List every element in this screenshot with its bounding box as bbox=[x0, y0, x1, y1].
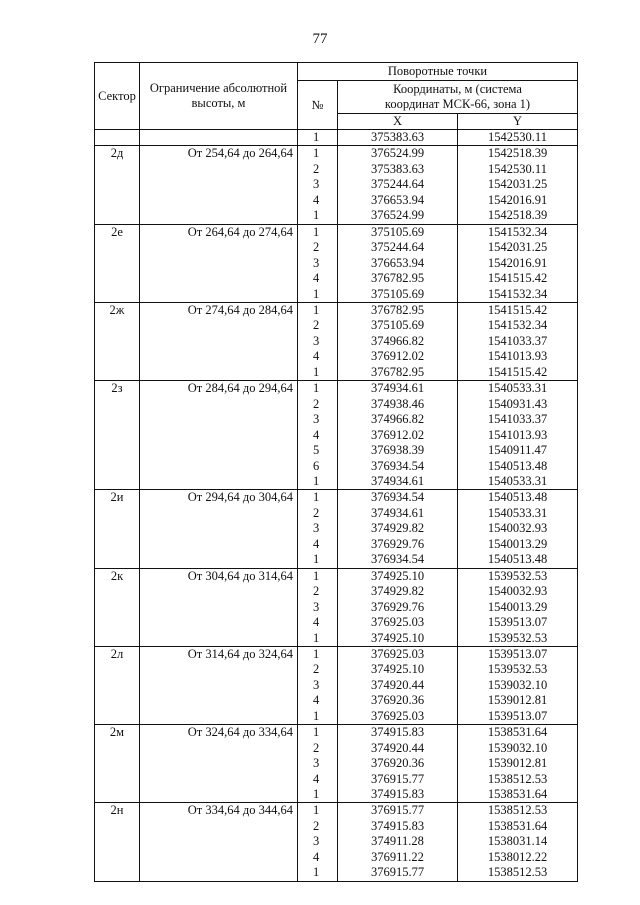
point-number-cell: 1 bbox=[298, 302, 338, 318]
y-coordinate-cell: 1542518.39 bbox=[458, 208, 578, 224]
point-number-cell: 2 bbox=[298, 506, 338, 521]
table-row bbox=[95, 662, 578, 677]
height-limit-cell: От 304,64 до 314,64 bbox=[140, 568, 298, 584]
point-number-cell: 2 bbox=[298, 584, 338, 599]
y-coordinate-cell: 1540013.29 bbox=[458, 537, 578, 552]
height-limit-cell: От 284,64 до 294,64 bbox=[140, 381, 298, 397]
x-coordinate-cell: 374934.61 bbox=[338, 381, 458, 397]
height-limit-cell bbox=[140, 537, 298, 552]
sector-cell bbox=[95, 271, 140, 286]
header-limit: Ограничение абсолютной высоты, м bbox=[140, 63, 298, 130]
table-row bbox=[95, 349, 578, 364]
sector-cell bbox=[95, 193, 140, 208]
table-row bbox=[95, 443, 578, 458]
sector-cell: 2з bbox=[95, 381, 140, 397]
height-limit-cell: От 314,64 до 324,64 bbox=[140, 646, 298, 662]
height-limit-cell bbox=[140, 256, 298, 271]
x-coordinate-cell: 375105.69 bbox=[338, 287, 458, 303]
point-number-cell: 1 bbox=[298, 208, 338, 224]
x-coordinate-cell: 376934.54 bbox=[338, 459, 458, 474]
x-coordinate-cell: 374929.82 bbox=[338, 521, 458, 536]
height-limit-cell: От 324,64 до 334,64 bbox=[140, 725, 298, 741]
y-coordinate-cell: 1542530.11 bbox=[458, 162, 578, 177]
sector-cell bbox=[95, 256, 140, 271]
height-limit-cell bbox=[140, 428, 298, 443]
sector-cell bbox=[95, 428, 140, 443]
point-number-cell: 1 bbox=[298, 631, 338, 647]
y-coordinate-cell: 1541013.93 bbox=[458, 428, 578, 443]
table-body bbox=[95, 130, 578, 882]
height-limit-cell bbox=[140, 318, 298, 333]
height-limit-cell bbox=[140, 709, 298, 725]
point-number-cell: 4 bbox=[298, 537, 338, 552]
y-coordinate-cell: 1541033.37 bbox=[458, 334, 578, 349]
table-row bbox=[95, 756, 578, 771]
sector-cell: 2л bbox=[95, 646, 140, 662]
point-number-cell: 1 bbox=[298, 365, 338, 381]
y-coordinate-cell: 1538531.64 bbox=[458, 787, 578, 803]
x-coordinate-cell: 376912.02 bbox=[338, 349, 458, 364]
x-coordinate-cell: 374934.61 bbox=[338, 506, 458, 521]
sector-cell bbox=[95, 412, 140, 427]
height-limit-cell bbox=[140, 693, 298, 708]
height-limit-cell bbox=[140, 819, 298, 834]
x-coordinate-cell: 374915.83 bbox=[338, 725, 458, 741]
point-number-cell: 2 bbox=[298, 741, 338, 756]
sector-cell bbox=[95, 772, 140, 787]
y-coordinate-cell: 1540533.31 bbox=[458, 506, 578, 521]
sector-cell bbox=[95, 521, 140, 536]
point-number-cell: 3 bbox=[298, 256, 338, 271]
table-row bbox=[95, 271, 578, 286]
point-number-cell: 3 bbox=[298, 334, 338, 349]
table-row bbox=[95, 646, 578, 662]
height-limit-cell bbox=[140, 162, 298, 177]
point-number-cell: 3 bbox=[298, 600, 338, 615]
point-number-cell: 1 bbox=[298, 474, 338, 490]
point-number-cell: 4 bbox=[298, 349, 338, 364]
sector-cell bbox=[95, 615, 140, 630]
point-number-cell: 3 bbox=[298, 521, 338, 536]
point-number-cell: 2 bbox=[298, 318, 338, 333]
point-number-cell: 1 bbox=[298, 803, 338, 819]
height-limit-cell bbox=[140, 772, 298, 787]
table-row bbox=[95, 615, 578, 630]
x-coordinate-cell: 376782.95 bbox=[338, 271, 458, 286]
point-number-cell: 4 bbox=[298, 615, 338, 630]
table-row bbox=[95, 819, 578, 834]
table-row bbox=[95, 256, 578, 271]
height-limit-cell bbox=[140, 787, 298, 803]
sector-cell bbox=[95, 459, 140, 474]
y-coordinate-cell: 1538531.64 bbox=[458, 725, 578, 741]
point-number-cell: 5 bbox=[298, 443, 338, 458]
table-row bbox=[95, 521, 578, 536]
table-row bbox=[95, 678, 578, 693]
sector-cell bbox=[95, 631, 140, 647]
height-limit-cell bbox=[140, 349, 298, 364]
table-row bbox=[95, 834, 578, 849]
x-coordinate-cell: 374938.46 bbox=[338, 397, 458, 412]
header-y: Y bbox=[458, 114, 578, 130]
y-coordinate-cell: 1539012.81 bbox=[458, 693, 578, 708]
y-coordinate-cell: 1539532.53 bbox=[458, 568, 578, 584]
point-number-cell: 1 bbox=[298, 490, 338, 506]
x-coordinate-cell: 374915.83 bbox=[338, 787, 458, 803]
height-limit-cell bbox=[140, 615, 298, 630]
table-row bbox=[95, 240, 578, 255]
sector-cell bbox=[95, 287, 140, 303]
point-number-cell: 1 bbox=[298, 865, 338, 881]
sector-cell bbox=[95, 787, 140, 803]
height-limit-cell bbox=[140, 177, 298, 192]
y-coordinate-cell: 1542530.11 bbox=[458, 130, 578, 146]
x-coordinate-cell: 376915.77 bbox=[338, 772, 458, 787]
table-row bbox=[95, 693, 578, 708]
y-coordinate-cell: 1539032.10 bbox=[458, 741, 578, 756]
table-row bbox=[95, 381, 578, 397]
point-number-cell: 3 bbox=[298, 678, 338, 693]
x-coordinate-cell: 375244.64 bbox=[338, 240, 458, 255]
height-limit-cell bbox=[140, 834, 298, 849]
point-number-cell: 4 bbox=[298, 428, 338, 443]
x-coordinate-cell: 374920.44 bbox=[338, 741, 458, 756]
height-limit-cell bbox=[140, 287, 298, 303]
x-coordinate-cell: 374915.83 bbox=[338, 819, 458, 834]
sector-cell bbox=[95, 177, 140, 192]
point-number-cell: 3 bbox=[298, 412, 338, 427]
height-limit-cell bbox=[140, 631, 298, 647]
sector-cell bbox=[95, 443, 140, 458]
x-coordinate-cell: 375244.64 bbox=[338, 177, 458, 192]
page-number: 77 bbox=[312, 31, 328, 47]
height-limit-cell bbox=[140, 756, 298, 771]
point-number-cell: 1 bbox=[298, 224, 338, 240]
y-coordinate-cell: 1539032.10 bbox=[458, 678, 578, 693]
sector-cell bbox=[95, 365, 140, 381]
x-coordinate-cell: 374925.10 bbox=[338, 662, 458, 677]
x-coordinate-cell: 376915.77 bbox=[338, 865, 458, 881]
table-row bbox=[95, 537, 578, 552]
table-row bbox=[95, 741, 578, 756]
sector-cell bbox=[95, 662, 140, 677]
sector-cell bbox=[95, 552, 140, 568]
sector-cell bbox=[95, 584, 140, 599]
sector-cell bbox=[95, 678, 140, 693]
x-coordinate-cell: 376920.36 bbox=[338, 756, 458, 771]
header-x: X bbox=[338, 114, 458, 130]
point-number-cell: 3 bbox=[298, 834, 338, 849]
point-number-cell: 1 bbox=[298, 552, 338, 568]
sector-cell: 2д bbox=[95, 146, 140, 162]
sector-cell bbox=[95, 537, 140, 552]
y-coordinate-cell: 1538031.14 bbox=[458, 834, 578, 849]
table-row bbox=[95, 850, 578, 865]
sector-cell bbox=[95, 506, 140, 521]
y-coordinate-cell: 1541515.42 bbox=[458, 271, 578, 286]
header-turning-points: Поворотные точки bbox=[298, 63, 578, 81]
table-row bbox=[95, 490, 578, 506]
height-limit-cell bbox=[140, 741, 298, 756]
sector-cell: 2м bbox=[95, 725, 140, 741]
x-coordinate-cell: 376912.02 bbox=[338, 428, 458, 443]
y-coordinate-cell: 1541532.34 bbox=[458, 287, 578, 303]
table-row bbox=[95, 552, 578, 568]
height-limit-cell: От 254,64 до 264,64 bbox=[140, 146, 298, 162]
x-coordinate-cell: 376911.22 bbox=[338, 850, 458, 865]
y-coordinate-cell: 1540533.31 bbox=[458, 474, 578, 490]
x-coordinate-cell: 376782.95 bbox=[338, 365, 458, 381]
x-coordinate-cell: 376920.36 bbox=[338, 693, 458, 708]
y-coordinate-cell: 1538012.22 bbox=[458, 850, 578, 865]
height-limit-cell bbox=[140, 850, 298, 865]
table-row bbox=[95, 568, 578, 584]
point-number-cell: 4 bbox=[298, 193, 338, 208]
point-number-cell: 2 bbox=[298, 819, 338, 834]
point-number-cell: 1 bbox=[298, 381, 338, 397]
x-coordinate-cell: 376934.54 bbox=[338, 552, 458, 568]
x-coordinate-cell: 376938.39 bbox=[338, 443, 458, 458]
sector-cell bbox=[95, 334, 140, 349]
point-number-cell: 2 bbox=[298, 162, 338, 177]
y-coordinate-cell: 1541033.37 bbox=[458, 412, 578, 427]
x-coordinate-cell: 375383.63 bbox=[338, 130, 458, 146]
height-limit-cell bbox=[140, 130, 298, 146]
y-coordinate-cell: 1539513.07 bbox=[458, 615, 578, 630]
table-row bbox=[95, 725, 578, 741]
y-coordinate-cell: 1541013.93 bbox=[458, 349, 578, 364]
y-coordinate-cell: 1540013.29 bbox=[458, 600, 578, 615]
table-row bbox=[95, 302, 578, 318]
height-limit-cell bbox=[140, 271, 298, 286]
sector-cell bbox=[95, 834, 140, 849]
table-row bbox=[95, 787, 578, 803]
table-row bbox=[95, 177, 578, 192]
y-coordinate-cell: 1540513.48 bbox=[458, 490, 578, 506]
sector-cell bbox=[95, 240, 140, 255]
sector-cell: 2н bbox=[95, 803, 140, 819]
table-row bbox=[95, 318, 578, 333]
x-coordinate-cell: 376929.76 bbox=[338, 537, 458, 552]
height-limit-cell bbox=[140, 412, 298, 427]
y-coordinate-cell: 1540911.47 bbox=[458, 443, 578, 458]
header-coords: Координаты, м (система координат МСК-66, зона 1) bbox=[338, 81, 578, 114]
table-row bbox=[95, 162, 578, 177]
y-coordinate-cell: 1542031.25 bbox=[458, 240, 578, 255]
y-coordinate-cell: 1541532.34 bbox=[458, 224, 578, 240]
height-limit-cell: От 334,64 до 344,64 bbox=[140, 803, 298, 819]
x-coordinate-cell: 374925.10 bbox=[338, 631, 458, 647]
y-coordinate-cell: 1542016.91 bbox=[458, 193, 578, 208]
y-coordinate-cell: 1542031.25 bbox=[458, 177, 578, 192]
y-coordinate-cell: 1539532.53 bbox=[458, 631, 578, 647]
point-number-cell: 4 bbox=[298, 850, 338, 865]
height-limit-cell bbox=[140, 240, 298, 255]
sector-cell: 2ж bbox=[95, 302, 140, 318]
point-number-cell: 1 bbox=[298, 130, 338, 146]
point-number-cell: 1 bbox=[298, 568, 338, 584]
y-coordinate-cell: 1540513.48 bbox=[458, 552, 578, 568]
sector-cell bbox=[95, 130, 140, 146]
sector-cell bbox=[95, 756, 140, 771]
height-limit-cell bbox=[140, 678, 298, 693]
table-row bbox=[95, 193, 578, 208]
sector-cell bbox=[95, 693, 140, 708]
y-coordinate-cell: 1541532.34 bbox=[458, 318, 578, 333]
table-row bbox=[95, 334, 578, 349]
x-coordinate-cell: 376934.54 bbox=[338, 490, 458, 506]
sector-cell bbox=[95, 318, 140, 333]
table-row bbox=[95, 412, 578, 427]
x-coordinate-cell: 376925.03 bbox=[338, 615, 458, 630]
x-coordinate-cell: 376524.99 bbox=[338, 146, 458, 162]
y-coordinate-cell: 1540032.93 bbox=[458, 521, 578, 536]
sector-cell bbox=[95, 819, 140, 834]
table-row bbox=[95, 709, 578, 725]
sector-cell bbox=[95, 600, 140, 615]
x-coordinate-cell: 376925.03 bbox=[338, 646, 458, 662]
point-number-cell: 4 bbox=[298, 271, 338, 286]
header-num: № bbox=[298, 81, 338, 130]
table-row bbox=[95, 600, 578, 615]
height-limit-cell: От 294,64 до 304,64 bbox=[140, 490, 298, 506]
point-number-cell: 4 bbox=[298, 693, 338, 708]
point-number-cell: 1 bbox=[298, 146, 338, 162]
y-coordinate-cell: 1538531.64 bbox=[458, 819, 578, 834]
sector-cell bbox=[95, 850, 140, 865]
y-coordinate-cell: 1539532.53 bbox=[458, 662, 578, 677]
height-limit-cell bbox=[140, 521, 298, 536]
table-row bbox=[95, 474, 578, 490]
height-limit-cell bbox=[140, 600, 298, 615]
x-coordinate-cell: 376782.95 bbox=[338, 302, 458, 318]
x-coordinate-cell: 374934.61 bbox=[338, 474, 458, 490]
y-coordinate-cell: 1542518.39 bbox=[458, 146, 578, 162]
sector-cell bbox=[95, 397, 140, 412]
table-row bbox=[95, 803, 578, 819]
height-limit-cell bbox=[140, 552, 298, 568]
point-number-cell: 2 bbox=[298, 662, 338, 677]
table-row bbox=[95, 146, 578, 162]
x-coordinate-cell: 376925.03 bbox=[338, 709, 458, 725]
y-coordinate-cell: 1538512.53 bbox=[458, 803, 578, 819]
height-limit-cell bbox=[140, 662, 298, 677]
sector-cell bbox=[95, 474, 140, 490]
y-coordinate-cell: 1538512.53 bbox=[458, 772, 578, 787]
table-row bbox=[95, 208, 578, 224]
y-coordinate-cell: 1539012.81 bbox=[458, 756, 578, 771]
y-coordinate-cell: 1541515.42 bbox=[458, 302, 578, 318]
table-row bbox=[95, 365, 578, 381]
x-coordinate-cell: 376653.94 bbox=[338, 193, 458, 208]
table-row bbox=[95, 506, 578, 521]
height-limit-cell: От 274,64 до 284,64 bbox=[140, 302, 298, 318]
sector-cell bbox=[95, 865, 140, 881]
table-row bbox=[95, 130, 578, 146]
height-limit-cell bbox=[140, 865, 298, 881]
y-coordinate-cell: 1540513.48 bbox=[458, 459, 578, 474]
y-coordinate-cell: 1538512.53 bbox=[458, 865, 578, 881]
y-coordinate-cell: 1541515.42 bbox=[458, 365, 578, 381]
point-number-cell: 6 bbox=[298, 459, 338, 474]
height-limit-cell bbox=[140, 365, 298, 381]
x-coordinate-cell: 374929.82 bbox=[338, 584, 458, 599]
point-number-cell: 3 bbox=[298, 177, 338, 192]
x-coordinate-cell: 375105.69 bbox=[338, 318, 458, 333]
point-number-cell: 2 bbox=[298, 240, 338, 255]
sector-cell bbox=[95, 349, 140, 364]
height-limit-cell bbox=[140, 334, 298, 349]
table-row bbox=[95, 224, 578, 240]
table-row bbox=[95, 865, 578, 881]
height-limit-cell bbox=[140, 193, 298, 208]
height-limit-cell bbox=[140, 506, 298, 521]
x-coordinate-cell: 375383.63 bbox=[338, 162, 458, 177]
point-number-cell: 1 bbox=[298, 725, 338, 741]
table-row bbox=[95, 772, 578, 787]
height-limit-cell bbox=[140, 443, 298, 458]
height-limit-cell bbox=[140, 459, 298, 474]
coordinates-table bbox=[94, 62, 578, 882]
table-row bbox=[95, 428, 578, 443]
point-number-cell: 3 bbox=[298, 756, 338, 771]
x-coordinate-cell: 374925.10 bbox=[338, 568, 458, 584]
y-coordinate-cell: 1542016.91 bbox=[458, 256, 578, 271]
header-sector: Сектор bbox=[95, 63, 140, 130]
point-number-cell: 1 bbox=[298, 287, 338, 303]
y-coordinate-cell: 1540533.31 bbox=[458, 381, 578, 397]
sector-cell: 2е bbox=[95, 224, 140, 240]
sector-cell bbox=[95, 162, 140, 177]
table-row bbox=[95, 584, 578, 599]
x-coordinate-cell: 374911.28 bbox=[338, 834, 458, 849]
height-limit-cell: От 264,64 до 274,64 bbox=[140, 224, 298, 240]
point-number-cell: 1 bbox=[298, 709, 338, 725]
x-coordinate-cell: 376653.94 bbox=[338, 256, 458, 271]
height-limit-cell bbox=[140, 584, 298, 599]
y-coordinate-cell: 1540032.93 bbox=[458, 584, 578, 599]
sector-cell: 2и bbox=[95, 490, 140, 506]
x-coordinate-cell: 374966.82 bbox=[338, 334, 458, 349]
x-coordinate-cell: 376915.77 bbox=[338, 803, 458, 819]
height-limit-cell bbox=[140, 208, 298, 224]
table-row bbox=[95, 631, 578, 647]
sector-cell bbox=[95, 208, 140, 224]
height-limit-cell bbox=[140, 474, 298, 490]
table-row bbox=[95, 397, 578, 412]
height-limit-cell bbox=[140, 397, 298, 412]
y-coordinate-cell: 1539513.07 bbox=[458, 709, 578, 725]
x-coordinate-cell: 374920.44 bbox=[338, 678, 458, 693]
point-number-cell: 1 bbox=[298, 787, 338, 803]
table-row bbox=[95, 459, 578, 474]
x-coordinate-cell: 376524.99 bbox=[338, 208, 458, 224]
y-coordinate-cell: 1539513.07 bbox=[458, 646, 578, 662]
sector-cell: 2к bbox=[95, 568, 140, 584]
sector-cell bbox=[95, 741, 140, 756]
point-number-cell: 1 bbox=[298, 646, 338, 662]
x-coordinate-cell: 374966.82 bbox=[338, 412, 458, 427]
point-number-cell: 4 bbox=[298, 772, 338, 787]
sector-cell bbox=[95, 709, 140, 725]
y-coordinate-cell: 1540931.43 bbox=[458, 397, 578, 412]
table-row bbox=[95, 287, 578, 303]
x-coordinate-cell: 376929.76 bbox=[338, 600, 458, 615]
x-coordinate-cell: 375105.69 bbox=[338, 224, 458, 240]
point-number-cell: 2 bbox=[298, 397, 338, 412]
